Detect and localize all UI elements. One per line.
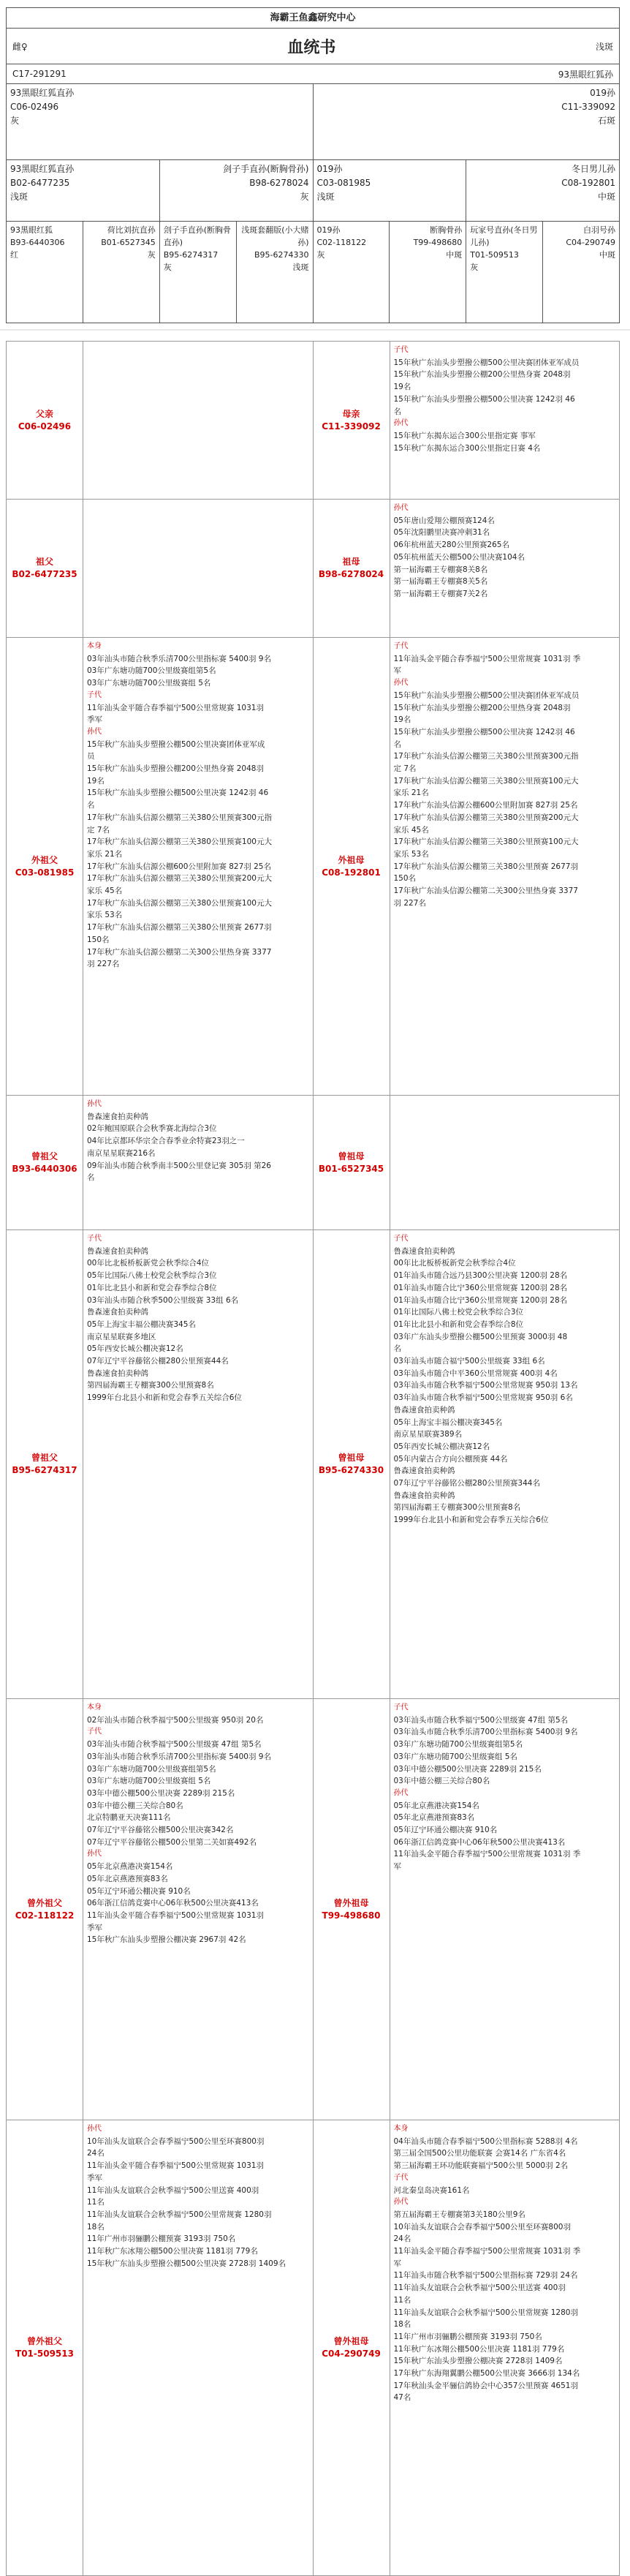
achievement-item: 11年汕头友谊联合会秋季福宁500公里送赛 400羽 — [87, 2185, 259, 2195]
ancestor-block — [7, 1096, 619, 1230]
gen3-cell: 浅斑套翻版(小大赌孙) B95-6274330 浅斑 — [237, 222, 314, 323]
achievement-item: 17年秋广东海翔翼鹏公棚500公里决赛 3666羽 134名 — [393, 2369, 580, 2379]
achievement-item: 19名 — [393, 383, 411, 392]
ancestor-label — [314, 2120, 390, 2575]
ancestor-label — [7, 1230, 83, 1698]
achievement-item: 15年秋广东汕头步塑撥公棚决赛 2728羽 1409名 — [393, 2357, 563, 2366]
ancestor-ring: C08-192801 — [322, 867, 381, 878]
ancestor-label — [7, 1096, 83, 1229]
ancestor-label — [7, 638, 83, 1095]
ancestor-ring: T01-509513 — [15, 2349, 74, 2359]
gen3-cell: 断胸骨孙 T99-498680 中斑 — [390, 222, 466, 323]
gen2-cell: 剑子手直孙(断胸骨孙) B98-6278024 灰 — [160, 160, 314, 221]
ancestor-role: 父亲 — [35, 408, 53, 419]
achievement-item: 03年汕头市随合秋季福宁500公里常规赛 950羽 6名 — [393, 1393, 573, 1403]
ring-row — [7, 64, 619, 84]
generation-heading: 子代 — [393, 1235, 409, 1243]
ancestor-role: 曾外祖母 — [333, 1897, 369, 1908]
divider — [0, 329, 630, 331]
achievement-item: 鲁森速食拍卖种鸽 — [393, 1466, 455, 1476]
achievement-item: 军 — [393, 1862, 401, 1872]
achievement-item: 03年广东塘功随700公里级赛组第5名 — [87, 1764, 216, 1774]
ancestor-ring: C11-339092 — [322, 421, 381, 432]
achievement-item: 11年秋广东冰翔公棚500公里决赛 1181羽 779名 — [87, 2247, 258, 2256]
ancestor-role: 曾祖母 — [338, 1453, 365, 1463]
achievement-item: 05年唐山爱翔公棚预赛124名 — [393, 516, 495, 525]
achievement-item: 05年上海宝丰福公棚决赛345名 — [87, 1319, 196, 1329]
achievement-item: 07年辽宁平谷藤铭公棚280公里预赛44名 — [87, 1357, 229, 1366]
achievement-item: 17年秋广东汕头信源公棚第二关300公里热身赛 3377 — [87, 947, 272, 957]
ancestor-label — [7, 500, 83, 637]
gen3-cell: 93黑眼红狐 B93-6440306 红 — [7, 222, 83, 323]
achievement-item: 03年广东塘功随700公里级赛组 5名 — [87, 679, 211, 688]
achievement-item: 军 — [393, 2259, 401, 2268]
achievement-list — [390, 638, 620, 1095]
achievement-item: 03年中德公棚500公里决赛 2289羽 215名 — [393, 1764, 542, 1774]
ancestor-block — [7, 342, 619, 500]
achievement-item: 季军 — [87, 715, 102, 725]
achievement-item: 17年秋广东汕头信源公棚第三关380公里预赛 2677羽 — [393, 862, 578, 871]
achievement-item: 家乐 45名 — [393, 825, 429, 835]
achievement-list — [390, 500, 620, 637]
achievement-item: 03年汕头市随合秋季500公里级赛 33组 6名 — [87, 1295, 239, 1305]
achievement-item: 11年广州市羽骊鹏公棚预赛 3193羽 750名 — [87, 2234, 236, 2244]
achievement-item: 第四届海霸王专棚赛300公里预赛8名 — [393, 1503, 521, 1513]
achievement-item: 07年辽宁平谷藤铭公棚500公里第二关如赛492名 — [87, 1837, 257, 1847]
achievement-item: 10年汕头友谊联合会春季福宁500公里至环赛800羽 — [393, 2222, 571, 2232]
ancestor-role: 曾祖母 — [338, 1150, 365, 1161]
ancestor-role: 外祖母 — [338, 854, 365, 865]
generation-heading: 本身 — [393, 2125, 409, 2133]
ancestor-ring: C02-118122 — [15, 1910, 75, 1921]
achievement-item: 11年汕头金平随合春季福宁500公里常规赛 1031羽 — [87, 703, 264, 712]
achievement-item: 15年秋广东汕头步塑撥公棚200公里热身赛 2048羽 — [393, 703, 571, 712]
achievement-item: 员 — [87, 752, 95, 761]
page-title: 血统书 — [287, 38, 336, 57]
achievement-item: 11年汕头友谊联合会秋季福宁500公里送赛 400羽 — [393, 2283, 566, 2293]
ancestor-role: 曾外祖母 — [333, 2336, 369, 2346]
ancestor-block — [7, 2120, 619, 2575]
generation-heading: 孙代 — [87, 2125, 102, 2133]
ancestor-ring: C06-02496 — [18, 421, 72, 432]
achievement-item: 家乐 45名 — [87, 886, 123, 896]
achievement-item: 07年辽宁平谷藤铭公棚500公里决赛342名 — [87, 1826, 234, 1835]
achievement-list — [83, 638, 314, 1095]
ancestor-role: 母亲 — [342, 408, 360, 419]
achievement-item: 05年内蒙古合方向公棚预赛 44名 — [393, 1454, 508, 1464]
achievement-item: 季军 — [87, 1923, 102, 1932]
ancestor-role: 曾祖父 — [31, 1150, 58, 1161]
achievement-item: 03年中德公棚三关综合80名 — [87, 1801, 183, 1810]
achievement-item: 11年秋广东冰翔公棚500公里决赛 1181羽 779名 — [393, 2344, 565, 2354]
achievement-item: 17年秋广东汕头信源公棚第三关380公里预赛 2677羽 — [87, 923, 272, 933]
ancestor-ring: T99-498680 — [322, 1910, 381, 1921]
achievement-item: 家乐 53名 — [87, 911, 123, 920]
generation-heading: 子代 — [393, 1703, 409, 1711]
achievement-list — [83, 1230, 314, 1698]
achievement-item: 06年浙江信鸽竞赛中心06年秋500公里决赛413名 — [87, 1899, 259, 1908]
ancestor-label — [314, 1699, 390, 2120]
achievement-item: 11年汕头金平随合春季福宁500公里常规赛 1031羽 季 — [393, 1850, 581, 1859]
gen1-father: 93黑眼红狐直孙 C06-02496 灰 — [7, 84, 314, 159]
achievement-item: 19名 — [393, 715, 411, 725]
achievement-item: 15年秋广东汕头步塑撥公棚500公里决赛团体亚军成员 — [393, 690, 580, 700]
achievement-item: 03年汕头市随合秋季福宁500公里级赛 47组 第5名 — [87, 1740, 262, 1750]
achievement-item: 季军 — [87, 2173, 102, 2183]
achievement-item: 15年秋广东揭东运合300公里指定日赛 4名 — [393, 443, 541, 453]
achievement-item: 03年汕头市随合中平360公里常规赛 400羽 4名 — [393, 1368, 558, 1378]
achievement-item: 15年秋广东汕头步塑撥公棚500公里决赛 1242羽 46 — [393, 394, 575, 404]
achievement-item: 南京星星联赛389名 — [393, 1430, 463, 1439]
achievement-item: 15年秋广东汕头步塑撥公棚200公里热身赛 2048羽 — [87, 764, 264, 774]
achievement-list — [390, 1230, 620, 1698]
achievement-item: 150名 — [87, 935, 110, 944]
achievement-item: 17年秋汕头金平骊信鸽协会中心357公里预赛 4651羽 — [393, 2381, 578, 2390]
achievement-item: 17年秋广东汕头信源公棚第三关380公里预赛100元大 — [87, 837, 272, 847]
achievement-item: 定 7名 — [87, 825, 110, 835]
achievement-item: 河北秦皇岛决赛161名 — [393, 2185, 470, 2195]
gen2-cell: 93黑眼红狐直孙 B02-6477235 浅斑 — [7, 160, 160, 221]
achievement-item: 03年汕头市随合秋季福宁500公里常规赛 950羽 13名 — [393, 1381, 578, 1390]
ancestor-label — [314, 638, 390, 1095]
achievement-item: 03年汕头市随合秋季乐清700公里指标赛 5400羽 9名 — [87, 654, 271, 663]
achievement-item: 第三届海霸王环功能联赛福宁500公里 5000羽 2名 — [393, 2161, 569, 2171]
achievement-list — [390, 342, 620, 499]
achievement-item: 鲁森速食拍卖种鸽 — [393, 1246, 455, 1256]
achievement-item: 01年汕头市随合远乃县300公里决赛 1200羽 28名 — [393, 1271, 568, 1281]
father-name: 93黑眼红狐孙 — [558, 69, 613, 80]
achievement-item: 01年比北县小和新和党会春季综合8位 — [393, 1319, 524, 1329]
generation-heading: 孙代 — [87, 1100, 102, 1108]
ancestor-label — [314, 342, 390, 499]
achievement-item: 24名 — [393, 2234, 411, 2244]
achievement-item: 07年辽宁平谷藤铭公棚280公里预赛344名 — [393, 1479, 540, 1488]
achievement-item: 15年秋广东汕头步塑撥公棚决赛 2967羽 42名 — [87, 1935, 246, 1945]
achievement-item: 18名 — [393, 2320, 411, 2330]
achievement-item: 鲁森速食拍卖种鸽 — [393, 1491, 455, 1500]
achievement-item: 羽 227名 — [87, 960, 120, 969]
generation-heading: 子代 — [87, 690, 102, 699]
achievement-item: 15年秋广东汕头步塑撥公棚200公里热身赛 2048羽 — [393, 370, 571, 380]
achievement-item: 家乐 21名 — [87, 849, 123, 859]
ancestor-label — [7, 1699, 83, 2120]
achievement-item: 24名 — [87, 2149, 105, 2158]
achievement-item: 03年中德公棚500公里决赛 2289羽 215名 — [87, 1788, 235, 1798]
generation-heading: 子代 — [87, 1728, 102, 1736]
pedigree-chart — [6, 7, 620, 323]
achievement-item: 15年秋广东汕头步塑撥公棚500公里决赛团体亚军成员 — [393, 358, 580, 367]
ancestor-ring: B01-6527345 — [318, 1163, 384, 1174]
achievement-item: 18名 — [87, 2222, 105, 2232]
ancestor-role: 曾祖父 — [31, 1453, 58, 1463]
achievement-item: 05年北京燕港决赛154名 — [393, 1801, 479, 1810]
achievement-item: 17年秋广东汕头信源公棚第三关380公里预赛300元指 — [87, 813, 272, 822]
achievement-item: 鲁森速食拍卖种鸽 — [87, 1308, 148, 1317]
achievement-item: 05年北京燕港预赛83名 — [87, 1874, 168, 1883]
achievement-item: 02年鲍国原联合会秋季赛北海综合3位 — [87, 1124, 217, 1134]
achievement-item: 17年秋广东汕头信源公棚第三关380公里预赛300元指 — [393, 752, 579, 761]
ancestor-role: 祖父 — [35, 557, 53, 567]
generation-heading: 孙代 — [393, 504, 409, 512]
achievement-item: 15年秋广东汕头步塑撥公棚500公里决赛 1242羽 46 — [87, 788, 269, 798]
achievement-item: 11年汕头金平随合春季福宁500公里常规赛 1031羽 季 — [393, 2247, 581, 2256]
gen3-cell: 玩家号直孙(冬日男儿孙) T01-509513 灰 — [466, 222, 543, 323]
generation-heading: 子代 — [87, 1235, 102, 1243]
achievement-item: 03年广东塘功随700公里级赛组 5名 — [393, 1752, 517, 1761]
achievement-item: 03年广东汕头步塑撥公棚500公里预赛 3000羽 48 — [393, 1332, 568, 1341]
ancestor-role: 外祖父 — [31, 854, 58, 865]
achievement-item: 羽 227名 — [393, 898, 426, 908]
gen3-cell: 刽子手直孙(断胸骨直孙) B95-6274317 灰 — [160, 222, 237, 323]
achievement-list — [390, 1096, 620, 1229]
achievement-item: 00年比北板桥板新党会秋季综合4位 — [393, 1259, 516, 1268]
achievement-item: 11年汕头友谊联合会秋季福宁500公里常规赛 1280羽 — [87, 2210, 272, 2219]
ring-number: C17-291291 — [12, 69, 67, 79]
ancestor-label — [314, 500, 390, 637]
ancestor-role: 曾外祖父 — [26, 2336, 62, 2346]
achievement-item: 名 — [393, 739, 401, 749]
sex-label: 雌♀ — [12, 41, 28, 52]
ancestor-label — [314, 1096, 390, 1229]
ancestor-ring: B93-6440306 — [12, 1163, 77, 1174]
achievement-item: 17年秋广东汕头信源公棚第二关300公里热身赛 3377 — [393, 886, 578, 896]
achievement-item: 01年汕头市随合比宁360公里常规赛 1200羽 28名 — [393, 1295, 568, 1305]
ancestor-ring: C03-081985 — [15, 867, 75, 878]
achievement-item: 11年汕头金平随合春季福宁500公里常规赛 1031羽 季 — [393, 654, 581, 663]
achievement-item: 11年广州市羽骊鹏公棚预赛 3193羽 750名 — [393, 2332, 542, 2341]
generation-heading: 孙代 — [393, 1788, 409, 1797]
gen3-cell: 019孙 C02-118122 灰 — [314, 222, 390, 323]
gen1-mother: 019孙 C11-339092 石斑 — [561, 88, 615, 126]
ancestor-ring: B95-6274330 — [318, 1465, 384, 1475]
achievement-item: 03年广东塘功随700公里级赛组第5名 — [393, 1740, 523, 1750]
achievement-item: 05年辽宁环通公棚决赛 910名 — [87, 1886, 191, 1896]
achievement-item: 名 — [393, 407, 401, 416]
achievement-item: 名 — [393, 1344, 401, 1354]
ancestor-block — [7, 638, 619, 1096]
achievement-item: 03年汕头市随合秋季乐清700公里指标赛 5400羽 9名 — [87, 1752, 271, 1761]
ancestor-role: 祖母 — [342, 557, 360, 567]
achievement-item: 北京特鹏亚天决赛111名 — [87, 1813, 171, 1823]
achievement-item: 04年汕头市随合春季福宁500公里指标赛 5288羽 4名 — [393, 2136, 578, 2146]
achievement-list — [83, 342, 314, 499]
achievement-item: 06年浙江信鸽竞赛中心06年秋500公里决赛413名 — [393, 1837, 566, 1847]
gen3-cell: 白羽号孙 C04-290749 中斑 — [566, 225, 615, 260]
achievement-item: 第一届海霸王专棚赛7关2名 — [393, 589, 488, 598]
generation-heading: 子代 — [393, 2173, 409, 2182]
achievement-item: 定 7名 — [393, 764, 417, 774]
achievement-item: 11年汕头友谊联合会秋季福宁500公里常规赛 1280羽 — [393, 2308, 578, 2317]
gen2-cell: 019孙 C03-081985 浅斑 — [314, 160, 467, 221]
org-name: 海霸王鱼鑫研究中心 — [7, 8, 619, 29]
achievement-item: 南京星星联赛216名 — [87, 1148, 156, 1158]
achievement-list — [83, 2120, 314, 2575]
ancestor-block — [7, 500, 619, 638]
achievement-item: 03年广东塘功随700公里级赛组第5名 — [87, 666, 216, 676]
achievement-item: 03年广东塘功随700公里级赛组 5名 — [87, 1777, 211, 1786]
achievement-item: 10年汕头友谊联合会春季福宁500公里至环赛800羽 — [87, 2136, 265, 2146]
achievement-item: 03年中德公棚三关综合80名 — [393, 1777, 490, 1786]
achievement-item: 名 — [87, 801, 95, 810]
achievement-item: 15年秋广东汕头步塑撥公棚500公里决赛 2728羽 1409名 — [87, 2259, 286, 2268]
ancestor-ring: B02-6477235 — [12, 569, 77, 579]
ancestor-block — [7, 1230, 619, 1699]
achievement-item: 11年汕头金平随合春季福宁500公里常规赛 1031羽 — [87, 2161, 264, 2171]
achievement-item: 05年北京燕港决赛154名 — [87, 1862, 173, 1872]
ancestor-label — [7, 342, 83, 499]
eye-color: 浅斑 — [595, 41, 613, 52]
achievement-item: 11名 — [393, 2295, 411, 2305]
ancestor-ring: C04-290749 — [322, 2349, 381, 2359]
achievement-item: 05年西安长城公棚决赛12名 — [87, 1344, 183, 1354]
achievement-item: 第三届全国500公里功能联赛 会赛14名 广东省4名 — [393, 2149, 566, 2158]
ancestor-block — [7, 1699, 619, 2120]
achievement-item: 军 — [393, 666, 401, 676]
ancestor-label — [314, 1230, 390, 1698]
generation-heading: 孙代 — [393, 679, 409, 688]
achievement-item: 家乐 53名 — [393, 849, 429, 859]
achievement-item: 06年杭州蓝天280公里预赛265名 — [393, 541, 509, 550]
gen2-cell: 冬日男儿孙 C08-192801 中斑 — [561, 164, 615, 202]
achievement-item: 150名 — [393, 874, 417, 884]
achievement-item: 19名 — [87, 776, 105, 786]
achievement-list — [83, 1699, 314, 2120]
achievement-item: 第一届海霸王专棚赛8关8名 — [393, 565, 488, 574]
achievement-item: 04年比京都环华宗全合春季业余特赛23羽之一 — [87, 1137, 245, 1146]
generation-heading: 本身 — [87, 642, 102, 650]
achievement-item: 第一届海霸王专棚赛8关5名 — [393, 577, 488, 587]
achievement-item: 鲁森速食拍卖种鸽 — [87, 1112, 148, 1121]
gen1-row — [7, 84, 619, 160]
generation-heading: 本身 — [87, 1703, 102, 1711]
ancestor-ring: B98-6278024 — [318, 569, 384, 579]
achievement-item: 17年秋广东汕头信源公棚600公里附加赛 827羽 25名 — [393, 801, 578, 810]
generation-heading: 子代 — [393, 346, 409, 354]
achievement-item: 09年汕头市随合秋季南丰500公里登记赛 305羽 第26 — [87, 1161, 271, 1170]
achievement-item: 1999年台北县小和新和党会春季五关综合6位 — [393, 1515, 549, 1525]
ancestor-label — [7, 2120, 83, 2575]
achievement-list — [390, 2120, 620, 2575]
achievements-table — [6, 341, 620, 2576]
achievement-item: 05年辽宁环通公棚决赛 910名 — [393, 1826, 498, 1835]
achievement-item: 17年秋广东汕头信源公棚第三关380公里预赛100元大 — [393, 837, 579, 847]
achievement-item: 1999年台北县小和新和党会春季五关综合6位 — [87, 1393, 242, 1403]
achievement-item: 05年比国际八佛士校党会秋季综合3位 — [87, 1271, 217, 1281]
achievement-item: 15年秋广东汕头步塑撥公棚500公里决赛团体亚军成 — [87, 739, 265, 749]
achievement-item: 17年秋广东汕头信源公棚第三关380公里预赛200元大 — [87, 874, 272, 884]
achievement-item: 17年秋广东汕头信源公棚第三关380公里预赛200元大 — [393, 813, 579, 822]
achievement-item: 鲁森速食拍卖种鸽 — [393, 1405, 455, 1415]
achievement-item: 家乐 21名 — [393, 788, 429, 798]
achievement-item: 05年西安长城公棚决赛12名 — [393, 1442, 490, 1451]
generation-heading: 孙代 — [393, 2198, 409, 2207]
achievement-item: 05年北京燕港预赛83名 — [393, 1813, 475, 1823]
achievement-item: 15年秋广东揭东运合300公里指定赛 事军 — [393, 431, 536, 440]
ancestor-ring: B95-6274317 — [12, 1465, 77, 1475]
generation-heading: 孙代 — [393, 419, 409, 428]
ancestor-role: 曾外祖父 — [26, 1897, 62, 1908]
achievement-item: 11年汕头市随合秋季福宁500公里指标赛 729羽 24名 — [393, 2271, 578, 2281]
achievement-item: 00年比北板桥板新党会秋季综合4位 — [87, 1259, 210, 1268]
achievement-item: 17年秋广东汕头信源公棚第三关380公里预赛100元大 — [393, 776, 579, 786]
title-row — [7, 29, 619, 64]
achievement-item: 03年汕头市随合秋季乐清700公里指标赛 5400羽 9名 — [393, 1728, 578, 1737]
generation-heading: 孙代 — [87, 1850, 102, 1858]
achievement-item: 鲁森速食拍卖种鸽 — [87, 1246, 148, 1256]
achievement-item: 鲁森速食拍卖种鸽 — [87, 1368, 148, 1378]
achievement-item: 15年秋广东汕头步塑撥公棚500公里决赛 1242羽 46 — [393, 727, 575, 737]
achievement-item: 05年沈阳鹏里决赛冲刺31名 — [393, 528, 490, 538]
gen2-row — [7, 160, 619, 222]
achievement-item: 05年上海宝丰福公棚决赛345名 — [393, 1417, 503, 1427]
achievement-list — [390, 1699, 620, 2120]
achievement-item: 01年比北县小和新和党会春季综合8位 — [87, 1283, 217, 1292]
achievement-item: 03年汕头市随合福宁500公里级赛 33组 6名 — [393, 1357, 545, 1366]
achievement-item: 11年汕头金平随合春季福宁500公里常规赛 1031羽 — [87, 1910, 264, 1920]
achievement-item: 南京星星联赛多地区 — [87, 1332, 156, 1341]
generation-heading: 子代 — [393, 642, 409, 650]
achievement-item: 第四届海霸王专棚赛300公里预赛8名 — [87, 1381, 214, 1390]
achievement-item: 17年秋广东汕头信源公棚600公里附加赛 827羽 25名 — [87, 862, 271, 871]
achievement-list — [83, 1096, 314, 1229]
gen3-row — [7, 222, 619, 323]
achievement-item: 02年汕头市随合秋季福宁500公里级赛 950羽 20名 — [87, 1715, 264, 1725]
achievement-item: 17年秋广东汕头信源公棚第三关380公里预赛100元大 — [87, 898, 272, 908]
achievement-item: 47名 — [393, 2393, 411, 2403]
achievement-item: 名 — [87, 1173, 95, 1183]
achievement-item: 01年汕头市随合比宁360公里常规赛 1200羽 28名 — [393, 1283, 568, 1292]
achievement-list — [83, 500, 314, 637]
achievement-item: 11名 — [87, 2198, 105, 2207]
achievement-item: 第五届海霸王专棚赛第3关180公里9名 — [393, 2210, 525, 2219]
achievement-item: 03年汕头市随合秋季福宁500公里级赛 47组 第5名 — [393, 1715, 569, 1725]
generation-heading: 孙代 — [87, 727, 102, 736]
gen3-cell: 荷比刘抗直孙 B01-6527345 灰 — [83, 222, 160, 323]
achievement-item: 05年杭州蓝天公棚500公里决赛104名 — [393, 552, 525, 562]
achievement-item: 01年比国际八佛士校党会秋季综合3位 — [393, 1308, 524, 1317]
